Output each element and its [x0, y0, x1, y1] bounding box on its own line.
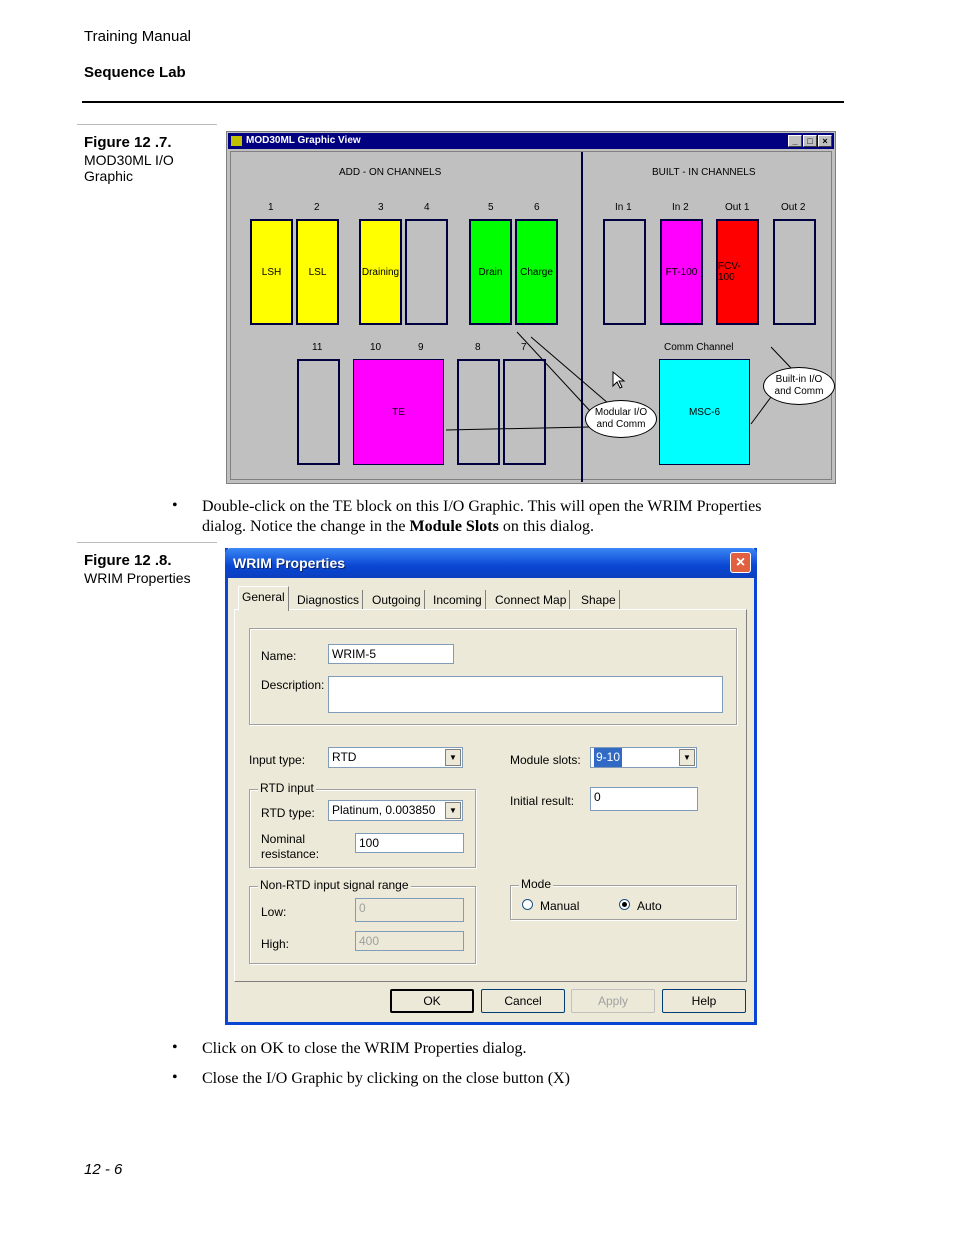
module-slots-value: 9-10 — [594, 748, 622, 767]
slot-number: Out 1 — [725, 202, 750, 213]
module-slots-label: Module slots: — [510, 753, 581, 767]
input-type-value: RTD — [332, 750, 357, 764]
bullet-2-text: Click on OK to close the WRIM Properties dialog. — [202, 1040, 527, 1057]
chevron-down-icon[interactable]: ▼ — [445, 802, 461, 819]
chevron-down-icon[interactable]: ▼ — [445, 749, 461, 766]
slot-charge[interactable]: Charge — [515, 219, 558, 325]
page-number: 12 - 6 — [84, 1161, 123, 1178]
high-field[interactable]: 400 — [355, 931, 464, 951]
tab-incoming[interactable]: Incoming — [430, 590, 486, 610]
close-icon[interactable]: × — [730, 552, 751, 573]
comm-channel-label: Comm Channel — [664, 342, 734, 353]
rtd-input-title: RTD input — [260, 781, 314, 795]
low-field[interactable]: 0 — [355, 898, 464, 922]
slot-empty-7[interactable] — [503, 359, 546, 465]
slot-number: 5 — [488, 202, 494, 213]
module-slots-select[interactable] — [590, 747, 697, 768]
tab-diagnostics[interactable]: Diagnostics — [294, 590, 363, 610]
mode-title: Mode — [521, 877, 552, 891]
app-icon — [231, 136, 242, 146]
help-button[interactable]: Help — [662, 989, 746, 1013]
description-field[interactable] — [328, 676, 723, 713]
rtd-type-select[interactable] — [328, 800, 463, 821]
name-field[interactable]: WRIM-5 — [328, 644, 454, 664]
slot-te[interactable]: TE — [353, 359, 444, 465]
manual-radio[interactable] — [522, 899, 533, 910]
input-type-label: Input type: — [249, 753, 306, 767]
header-rule — [82, 101, 844, 103]
initial-result-field[interactable]: 0 — [590, 787, 698, 811]
callout-line: Modular I/O — [594, 407, 648, 418]
rtd-type-label: RTD type: — [261, 806, 315, 820]
manual-title: Training Manual — [84, 28, 191, 45]
slot-fcv100[interactable]: FCV-100 — [716, 219, 759, 325]
slot-number: 9 — [418, 342, 424, 353]
radio-dot — [622, 902, 627, 907]
apply-button[interactable]: Apply — [571, 989, 655, 1013]
slot-number: 1 — [268, 202, 274, 213]
wrim-properties-dialog[interactable] — [225, 548, 757, 1025]
figure1-subtitle-2: Graphic — [84, 168, 134, 184]
caption-rule — [77, 542, 217, 543]
name-label: Name: — [261, 649, 297, 663]
caption-rule — [77, 124, 217, 125]
non-rtd-title: Non-RTD input signal range — [260, 878, 409, 892]
maximize-icon[interactable]: □ — [803, 135, 817, 147]
bullet-dot: • — [172, 497, 178, 514]
modular-io-callout — [585, 400, 657, 438]
slot-msc6[interactable]: MSC-6 — [659, 359, 750, 465]
figure1-subtitle-1: MOD30ML I/O — [84, 152, 174, 168]
close-icon[interactable]: × — [818, 135, 832, 147]
bullet-dot: • — [172, 1069, 178, 1086]
figure2-title: Figure 12 .8. — [84, 552, 172, 569]
bullet-1-bold: Module Slots — [409, 518, 499, 535]
slot-number: 11 — [312, 342, 323, 353]
high-label: High: — [261, 937, 290, 951]
ok-button[interactable]: OK — [390, 989, 474, 1013]
nominal-label: Nominal — [261, 832, 306, 846]
callout-line: and Comm — [774, 386, 824, 397]
slot-empty-8[interactable] — [457, 359, 500, 465]
tab-connect-map[interactable]: Connect Map — [492, 590, 570, 610]
description-label: Description: — [261, 678, 325, 692]
slot-number: 6 — [534, 202, 540, 213]
built-in-io-callout — [763, 367, 835, 405]
bullet-1-part: on this dialog. — [498, 518, 594, 535]
rtd-type-value: Platinum, 0.003850 — [332, 803, 436, 817]
figure1-title: Figure 12 .7. — [84, 134, 172, 151]
slot-drain[interactable]: Drain — [469, 219, 512, 325]
nominal-resistance-field[interactable]: 100 — [355, 833, 464, 853]
slot-lsh[interactable]: LSH — [250, 219, 293, 325]
chevron-down-icon[interactable]: ▼ — [679, 749, 695, 766]
bullet-1-line-2 — [202, 517, 842, 537]
dialog-title: WRIM Properties — [233, 555, 346, 571]
cancel-button[interactable]: Cancel — [481, 989, 565, 1013]
slot-number: 4 — [424, 202, 430, 213]
slot-number: 7 — [521, 342, 527, 353]
tab-general[interactable]: General — [238, 586, 289, 611]
general-panel — [234, 609, 747, 982]
graphic-view-title: MOD30ML Graphic View — [246, 135, 361, 146]
section-title: Sequence Lab — [84, 64, 186, 81]
dialog-titlebar[interactable] — [225, 548, 757, 578]
graphic-view-titlebar[interactable] — [228, 133, 834, 149]
add-on-channels-label: ADD - ON CHANNELS — [339, 167, 442, 178]
callout-line: Built-in I/O — [775, 374, 823, 385]
slot-in1[interactable] — [603, 219, 646, 325]
slot-draining[interactable]: Draining — [359, 219, 402, 325]
slot-number: 2 — [314, 202, 320, 213]
manual-label: Manual — [540, 899, 580, 913]
graphic-view-window[interactable] — [226, 131, 836, 484]
slot-number: In 2 — [672, 202, 689, 213]
slot-empty-11[interactable] — [297, 359, 340, 465]
minimize-icon[interactable]: _ — [788, 135, 802, 147]
built-in-channels-label: BUILT - IN CHANNELS — [652, 167, 756, 178]
tab-outgoing[interactable]: Outgoing — [369, 590, 425, 610]
bullet-1-line-1: Double-click on the TE block on this I/O Graphic. This will open the WRIM Properties — [202, 498, 762, 515]
slot-number: 10 — [370, 342, 382, 353]
bullet-1-part: dialog. Notice the change in the — [202, 518, 410, 535]
graphic-canvas — [230, 151, 832, 480]
slot-number: Out 2 — [781, 202, 806, 213]
tab-shape[interactable]: Shape — [578, 590, 620, 610]
slot-number: 8 — [475, 342, 481, 353]
auto-label: Auto — [637, 899, 662, 913]
slot-number: 3 — [378, 202, 384, 213]
slot-lsl[interactable]: LSL — [296, 219, 339, 325]
auto-radio[interactable] — [619, 899, 630, 910]
slot-number: In 1 — [615, 202, 632, 213]
initial-result-label: Initial result: — [510, 794, 575, 808]
figure2-subtitle: WRIM Properties — [84, 570, 191, 586]
bullet-3-text: Close the I/O Graphic by clicking on the close button (X) — [202, 1070, 570, 1087]
slot-ft100[interactable]: FT-100 — [660, 219, 703, 325]
resistance-label: resistance: — [261, 847, 320, 861]
input-type-select[interactable] — [328, 747, 463, 768]
callout-line: and Comm — [596, 419, 646, 430]
bullet-1-text — [202, 497, 842, 537]
slot-empty-4[interactable] — [405, 219, 448, 325]
slot-out2[interactable] — [773, 219, 816, 325]
bullet-dot: • — [172, 1039, 178, 1056]
low-label: Low: — [261, 905, 287, 919]
